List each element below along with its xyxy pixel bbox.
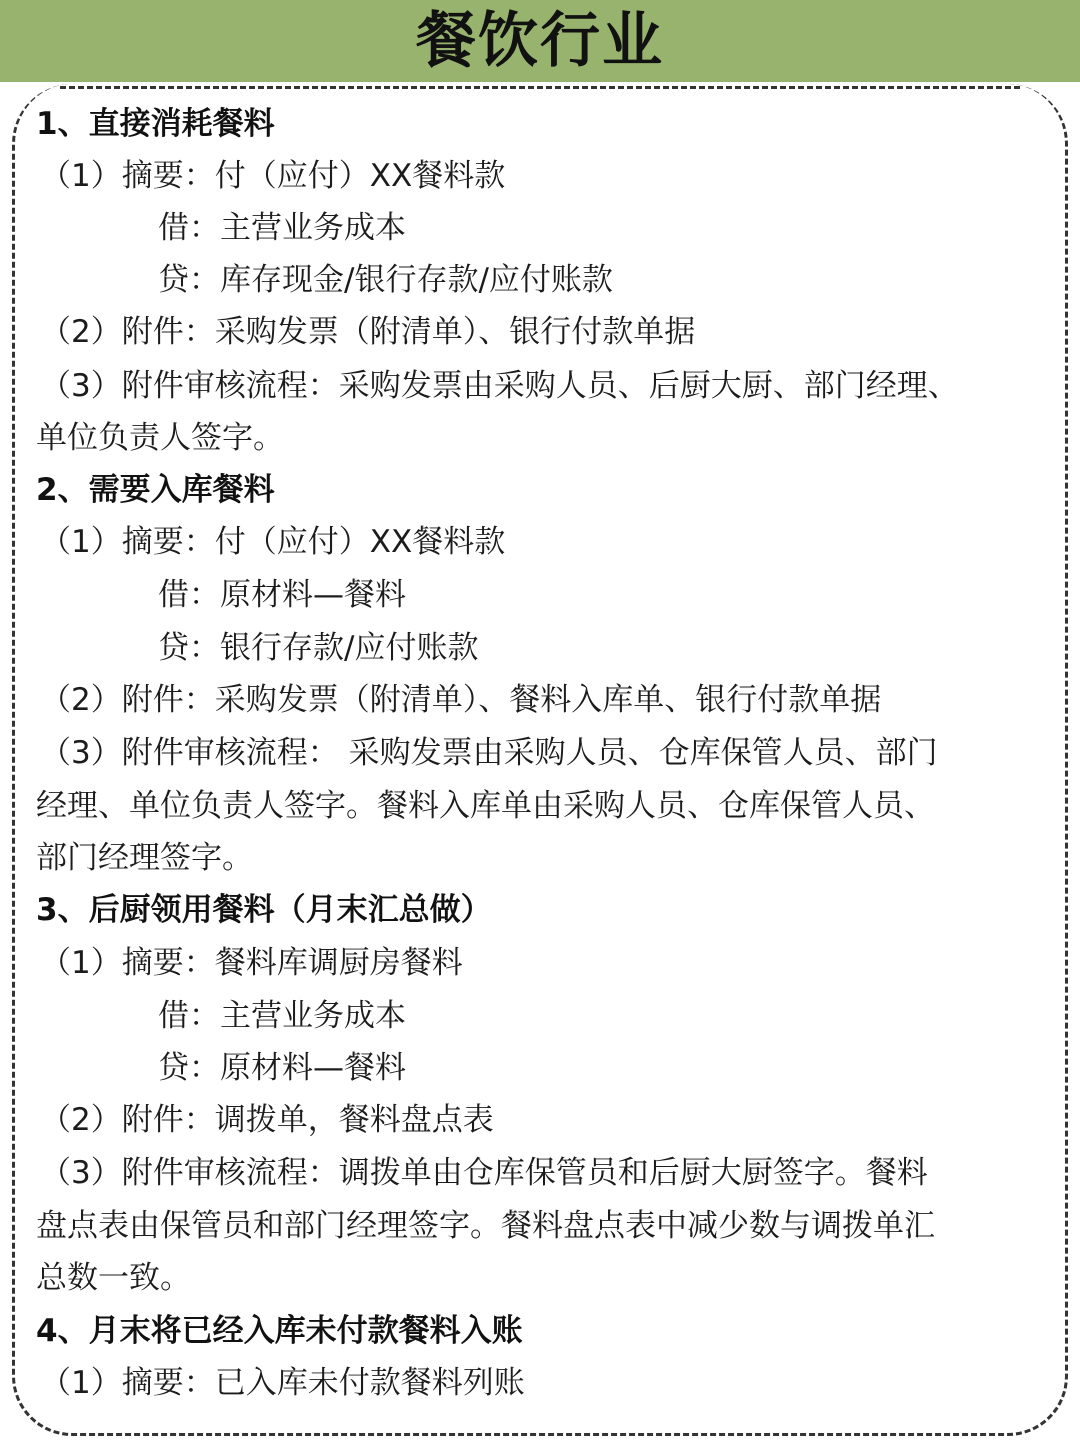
section-3-review-line-1: （3）附件审核流程：调拨单由仓库保管员和后厨大厨签字。餐料 [40,1155,928,1191]
section-1-review-line-1: （3）附件审核流程：采购发票由采购人员、后厨大厨、部门经理、 [40,368,959,404]
section-2-review-line-2: 经理、单位负责人签字。餐料入库单由采购人员、仓库保管人员、 [36,788,935,824]
section-2-review-line-1: （3）附件审核流程： 采购发票由采购人员、仓库保管人员、部门 [40,735,938,771]
section-3-review-line-2: 盘点表由保管员和部门经理签字。餐料盘点表中减少数与调拨单汇 [36,1208,935,1244]
section-1-credit: 贷：库存现金/银行存款/应付账款 [158,262,613,298]
section-2-review-line-3: 部门经理签字。 [36,840,253,876]
section-3-credit: 贷：原材料—餐料 [158,1050,406,1086]
section-3-attachments: （2）附件：调拨单，餐料盘点表 [40,1102,494,1138]
page-title: 餐饮行业 [416,6,664,76]
section-2-summary: （1）摘要：付（应付）XX餐料款 [40,524,506,560]
section-4-heading: 4、月末将已经入库未付款餐料入账 [36,1313,523,1349]
section-1-debit: 借：主营业务成本 [158,210,406,246]
section-3-debit: 借：主营业务成本 [158,998,406,1034]
section-1-heading: 1、直接消耗餐料 [36,106,275,142]
section-1-summary: （1）摘要：付（应付）XX餐料款 [40,158,506,194]
section-1-attachments: （2）附件：采购发票（附清单）、银行付款单据 [40,314,696,350]
section-3-review-line-3: 总数一致。 [36,1260,191,1296]
section-2-debit: 借：原材料—餐料 [158,577,406,613]
section-2-heading: 2、需要入库餐料 [36,472,275,508]
section-2-attachments: （2）附件：采购发票（附清单）、餐料入库单、银行付款单据 [40,682,882,718]
section-1-review-line-2: 单位负责人签字。 [36,420,284,456]
section-3-summary: （1）摘要：餐料库调厨房餐料 [40,945,463,981]
section-2-credit: 贷：银行存款/应付账款 [158,630,479,666]
section-4-summary: （1）摘要：已入库未付款餐料列账 [40,1365,525,1401]
section-3-heading: 3、后厨领用餐料（月末汇总做） [36,892,492,928]
